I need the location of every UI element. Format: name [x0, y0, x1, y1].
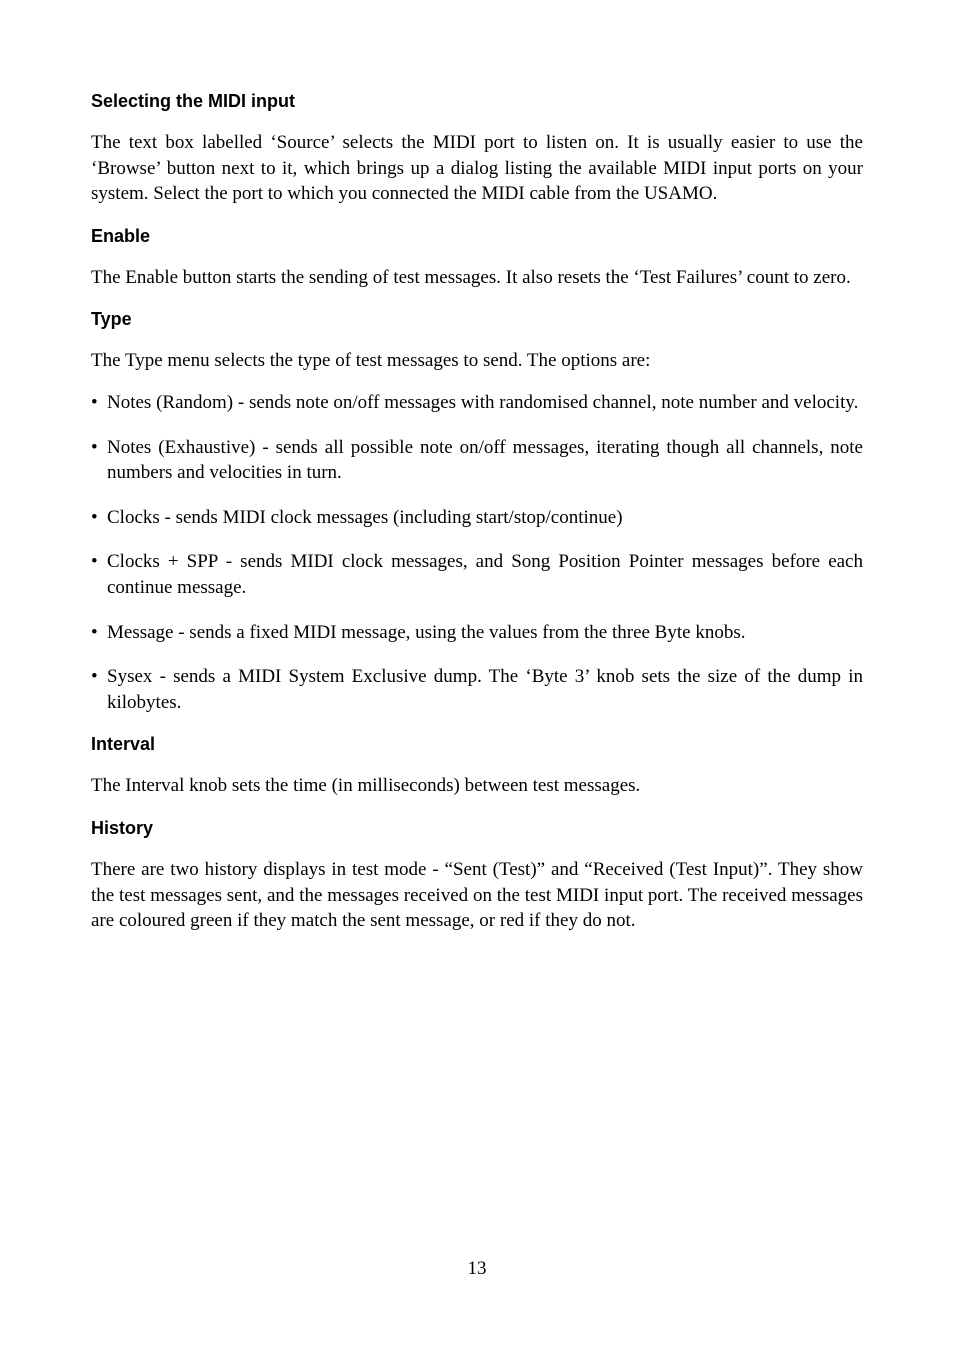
list-item-text: Message - sends a fixed MIDI message, using the values from the three Byte knobs. — [107, 621, 746, 643]
heading-type: Type — [91, 309, 132, 330]
list-item — [91, 505, 863, 531]
paragraph-type: The Type menu selects the type of test messages to send. The options are: — [91, 350, 651, 372]
list-item — [91, 435, 863, 486]
heading-enable: Enable — [91, 225, 151, 246]
list-item — [91, 620, 863, 646]
paragraph-interval: The Interval knob sets the time (in milliseconds) between test messages. — [91, 775, 641, 797]
bullet-icon: • — [91, 551, 98, 573]
heading-selecting-midi-input: Selecting the MIDI input — [91, 91, 296, 111]
list-item-text: Notes (Random) - sends note on/off messages with randomised channel, note number and velocity. — [107, 391, 859, 413]
paragraph-enable: The Enable button starts the sending of test messages. It also resets the ‘Test Failures’ count to zero. — [91, 266, 851, 288]
list-item-text: Clocks + SPP - sends MIDI clock messages, and Song Position Pointer messages before each continue message. — [107, 551, 863, 598]
page-number: 13 — [467, 1258, 487, 1279]
list-item — [91, 549, 863, 600]
bullet-icon: • — [91, 391, 98, 413]
bullet-icon: • — [91, 436, 98, 458]
list-item-text: Notes (Exhaustive) - sends all possible note on/off messages, iterating though all channels, note numbers and velocities in turn. — [107, 436, 863, 484]
type-options-list — [91, 390, 863, 715]
bullet-icon: • — [91, 506, 98, 528]
bullet-icon: • — [91, 621, 98, 643]
bullet-icon: • — [91, 666, 98, 688]
list-item — [91, 390, 863, 416]
list-item-text: Clocks - sends MIDI clock messages (including start/stop/continue) — [107, 506, 623, 528]
paragraph-midi-input: The text box labelled ‘Source’ selects the MIDI port to listen on. It is usually easier to use the ‘Browse’ button next to it, which brings up a dialog listing the available MIDI input ports on your system. Select the port to which you connected the MIDI cable from the USAMO. — [91, 132, 863, 205]
list-item-text: Sysex - sends a MIDI System Exclusive dump. The ‘Byte 3’ knob sets the size of the dump in kilobytes. — [107, 666, 863, 713]
page-content — [91, 88, 863, 950]
list-item — [91, 664, 863, 715]
paragraph-history: There are two history displays in test mode - “Sent (Test)” and “Received (Test Input)”. They show the test messages sent, and the messages received on the test MIDI input port. The received messages are coloured green if they match the sent message, or red if they do not. — [91, 858, 863, 932]
heading-history: History — [91, 817, 154, 838]
heading-interval: Interval — [91, 734, 156, 755]
